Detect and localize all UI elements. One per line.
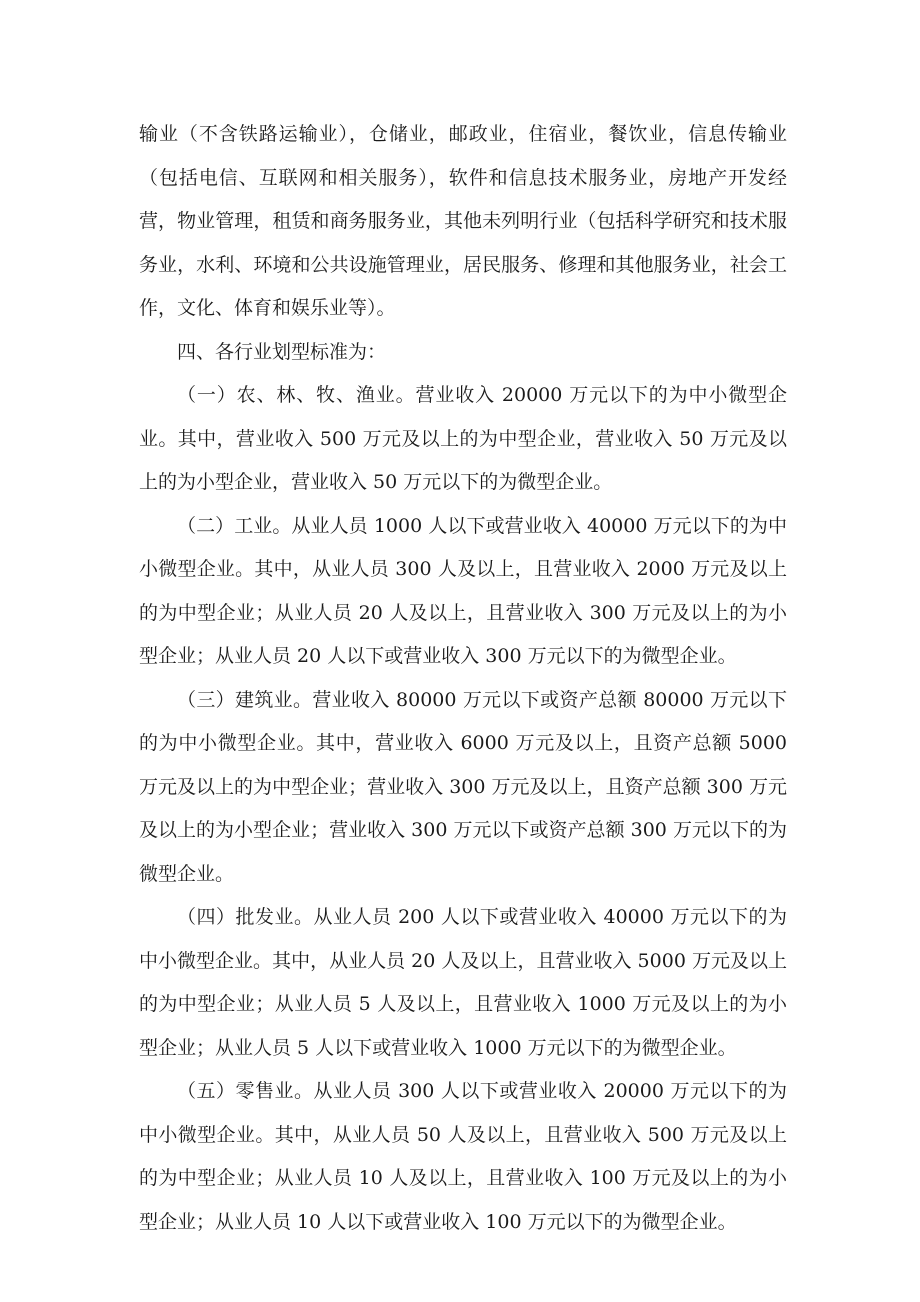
paragraph-industry-list-continued: 输业（不含铁路运输业），仓储业，邮政业，住宿业，餐饮业，信息传输业（包括电信、互联网和相关服务），软件和信息技术服务业，房地产开发经营，物业管理，租赁和商务服务业，其他未列明行业（包括科学研究和技术服务业，水利、环境和公共设施管理业，居民服务、修理和其他服务业，社会工作，文化、体育和娱乐业等）。 [139,123,787,319]
paragraph-agriculture: （一）农、林、牧、渔业。营业收入 20000 万元以下的为中小微型企业。其中，营业收入 500 万元及以上的为中型企业，营业收入 50 万元及以上的为小型企业，营业收入 50 万元以下的为微型企业。 [139,384,787,493]
paragraph-industry: （二）工业。从业人员 1000 人以下或营业收入 40000 万元以下的为中小微型企业。其中，从业人员 300 人及以上，且营业收入 2000 万元及以上的为中型企业；从业人员 20 人及以上，且营业收入 300 万元及以上的为小型企业；从业人员 20 人以下或营业收入 300 万元以下的为微型企业。 [139,514,787,667]
section-heading-classification-standards: 四、各行业划型标准为： [177,340,387,363]
paragraph-retail: （五）零售业。从业人员 300 人以下或营业收入 20000 万元以下的为中小微型企业。其中，从业人员 50 人及以上，且营业收入 500 万元及以上的为中型企业；从业人员 10 人及以上，且营业收入 100 万元及以上的为小型企业；从业人员 10 人以下或营业收入 100 万元以下的为微型企业。 [139,1080,787,1233]
document-body [139,113,787,1244]
paragraph-wholesale: （四）批发业。从业人员 200 人以下或营业收入 40000 万元以下的为中小微型企业。其中，从业人员 20 人及以上，且营业收入 5000 万元及以上的为中型企业；从业人员 5 人及以上，且营业收入 1000 万元及以上的为小型企业；从业人员 5 人以下或营业收入 1000 万元以下的为微型企业。 [139,906,787,1059]
paragraph-construction: （三）建筑业。营业收入 80000 万元以下或资产总额 80000 万元以下的为中小微型企业。其中，营业收入 6000 万元及以上，且资产总额 5000 万元及以上的为中型企业；营业收入 300 万元及以上，且资产总额 300 万元及以上的为小型企业；营业收入 300 万元以下或资产总额 300 万元以下的为微型企业。 [139,688,787,885]
